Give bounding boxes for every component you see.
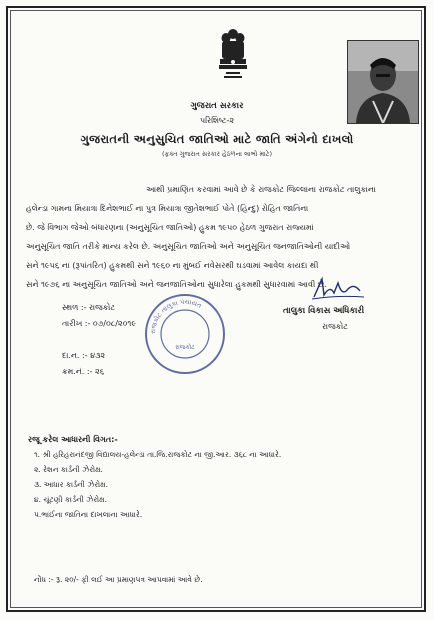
seal-text: રાજકોટ તાલુકા પંચાયત xyxy=(148,297,203,335)
document-item: ૩. આધાર કાર્ડની ઝેરોક્ષ. xyxy=(34,480,109,489)
government-name: ગુજરાત સરકાર xyxy=(190,101,244,111)
body-line: છે. જે વિભાગ જેઓ બંધારણના (અનુસૂચિત જાતિઓ) હુકમ ૧૯૫૦ હેઠળ ગુજરાત રાજ્યમાં xyxy=(26,223,314,232)
body-line: હલેન્ડા ગામના મિયાત્રા દિનેશભાઈ ના પુત્ર મિયાત્રા જીતેશભાઈ પોતે (હિન્દુ) રોહિત જાતિના xyxy=(26,204,309,213)
documents-section xyxy=(28,432,281,522)
serial-number: ક્રમ.નં. :- ૨૬ xyxy=(62,367,105,376)
signature xyxy=(308,275,368,305)
certificate-subtitle: (ફક્ત ગુજરાત સરકાર હેઠળના લાભો માટે) xyxy=(162,150,272,158)
entry-number: દા.ન. :- ૪૩૨ xyxy=(62,351,106,360)
body-line: સને ૧૯૫૬ ના (રૂપાંતરિત) હુકમથી સને ૧૯૬૦ ના મુંબઈ નવેસરથી ઘડવામાં આવેલ કાયદા થી xyxy=(26,261,319,270)
date-field: તારીખ :- ૦૭/૦૮/૨૦૧૯ xyxy=(62,319,137,328)
panchayat-seal xyxy=(144,293,226,375)
certificate-title: ગુજરાતની અનુસુચિત જાતિઓ માટે જાતિ અંગેનો દાખલો xyxy=(80,132,354,146)
annexure-label: પરિશિષ્ટ-૨ xyxy=(199,116,235,125)
state-emblem-icon xyxy=(214,26,252,86)
place-field: સ્થળ :- રાજકોટ xyxy=(62,303,115,312)
document-item: ૫.ભાઈના જાતિના દાખલાના આધારે. xyxy=(34,510,143,519)
seal-center-text: રાજકોટ xyxy=(175,344,195,351)
svg-text:રાજકોટ તાલુકા પંચાયત xyxy=(149,298,204,334)
document-item: ૪. ચૂંટણી કાર્ડની ઝેરોક્ષ. xyxy=(34,495,107,504)
body-line: સને ૧૯૭૬ ના અનુસૂચિત જાતિઓ અને જનજાતિઓના સુધારેલા હુકમથી સુધારવામાં આવી છે. xyxy=(26,280,327,289)
documents-heading: રજૂ કરેલ આધારની વિગત:- xyxy=(28,435,118,444)
applicant-photo xyxy=(347,40,419,124)
document-item: ૧. શ્રી હરિહરાનંદજી વિદ્યાલય-હલેન્ડા તા.જિ.રાજકોટ ના જી.આર. ૩૬૮ ના આધારે. xyxy=(34,450,282,459)
body-line: અનુસૂચિત જાતિ તરીકે માન્ય કરેલ છે. અનુસૂચિત જાતિઓ અને અનુસૂચિત જનજાતિઓની યાદીઓ xyxy=(26,242,351,251)
document-item: ૨. રેશન કાર્ડની ઝેરોક્ષ. xyxy=(34,465,103,474)
signatory-location: રાજકોટ xyxy=(322,322,348,331)
fee-note: નોંધ :- રૂ. ૨૦/- ફી લઈ આ પ્રમાણપત્ર આપવામાં આવે છે. xyxy=(34,575,203,584)
body-line: આથી પ્રમાણિત કરવામાં આવે છે કે રાજકોટ જિલ્લાના રાજકોટ તાલુકાના xyxy=(146,185,376,194)
signatory-designation: તાલુકા વિકાસ અધિકારી xyxy=(283,306,365,316)
